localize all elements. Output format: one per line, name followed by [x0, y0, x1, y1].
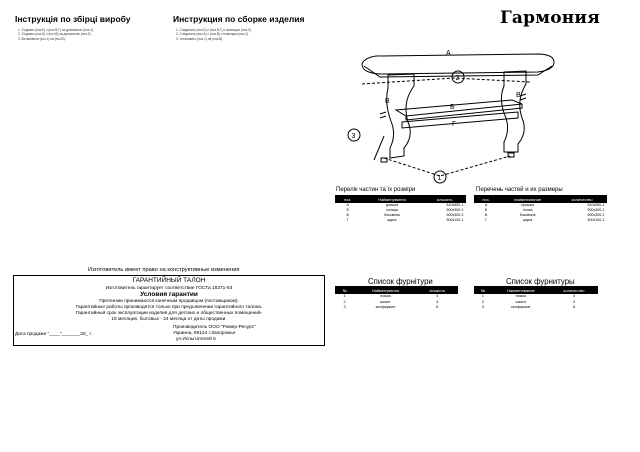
parts-ua-table — [335, 195, 466, 223]
table-cell: ножка — [515, 294, 527, 298]
table-cell: Б — [484, 208, 488, 212]
callout-2-line — [362, 78, 530, 84]
parts-ru-title: Перечень частей и их размеры — [476, 187, 563, 193]
table-row — [475, 218, 607, 223]
label-b: Б — [450, 104, 455, 111]
step: 1. Соединить (поз.Б) с (поз.В,Г) с помощью (поз.2). — [176, 28, 252, 32]
step: 2. З'єднати (поз.А) з (поз.В) за допомогою (поз.2). — [18, 32, 92, 37]
table-cell: А — [484, 203, 488, 207]
table-cell: крышка — [521, 203, 535, 207]
table-row — [475, 305, 598, 311]
table-cell: 3 — [481, 305, 484, 310]
table-cell: шкант — [515, 299, 527, 304]
brand-name: Гармония — [500, 8, 600, 28]
column-header: Наименование — [491, 287, 550, 294]
assembly-drawing — [340, 40, 572, 190]
step: 1. З'єднати (поз.Б) з (поз.В,Г) за допомогою (поз.2). — [18, 28, 94, 32]
producer-line: Производитель ООО "Ромер-Ресурс" — [173, 325, 256, 330]
column-header: № — [336, 287, 354, 294]
callout-1-line — [384, 156, 510, 176]
callout-2: 2 — [455, 75, 460, 82]
table-cell: 2 — [481, 299, 484, 304]
table-cell: 500х300-1 — [446, 208, 464, 212]
table-cell: 500х300-2 — [587, 213, 605, 217]
sale-date-line: Дата продажи "____"_______20_ г. — [15, 332, 93, 337]
table-cell: царга — [387, 218, 397, 222]
warranty-line: 18 месяцев, бытовых - 24 месяца от даты продажи. — [111, 316, 227, 322]
producer-line: Украина, 69124 г.Запорожье — [173, 331, 236, 336]
callout-3-line — [374, 136, 384, 160]
column-header: Найменування — [354, 287, 417, 294]
label-a: А — [446, 50, 451, 57]
column-header: кількість — [417, 287, 457, 294]
table-cell: полиця — [385, 208, 398, 212]
producer-address — [173, 325, 256, 343]
producer-line: ул.Испытателей 5 — [176, 337, 216, 342]
instruction-ru-title: Инструкция по сборке изделия — [173, 14, 305, 24]
hardware-ru-title: Список фурнитуры — [506, 277, 575, 286]
table-cell: 610х550-1 — [446, 203, 464, 207]
table-cell: В — [346, 213, 349, 217]
instruction-ua-title: Інструкція по збірці виробу — [15, 14, 131, 24]
table-cell: конфирмат — [375, 305, 396, 310]
right-side-panel — [501, 71, 526, 152]
shelf-edge — [406, 104, 522, 120]
warranty-line: Гарантийные работы производятся только при предъявлении гарантийного талона. — [75, 304, 263, 310]
callout-1: 1 — [437, 175, 442, 182]
table-cell: 2 — [343, 299, 346, 304]
column-header: Найменування — [360, 196, 424, 203]
column-header: количество — [558, 196, 607, 203]
instruction-ru-steps — [176, 28, 252, 41]
table-cell: Г — [346, 218, 349, 222]
table-cell: А — [346, 203, 349, 207]
manufacturer-note: Изготовитель имеет право на конструктивные изменения — [88, 267, 240, 273]
table-cell: 4 — [572, 294, 576, 298]
table-cell: ножка — [380, 294, 391, 298]
column-header: поз. — [336, 196, 360, 203]
table-cell: 6 — [436, 305, 439, 310]
column-header: № — [475, 287, 492, 294]
table-row — [336, 218, 466, 223]
instruction-ua-steps — [18, 28, 94, 41]
table-cell: боковина — [384, 213, 400, 217]
hardware-ua-table — [335, 286, 458, 311]
parts-ru-table — [474, 195, 607, 223]
table-cell: 500х300-1 — [587, 208, 605, 212]
table-cell: В — [484, 213, 488, 217]
warranty-line: Гарантийный срок эксплуатации изделия для детских и общественных помещений- — [75, 310, 263, 316]
table-cell: боковина — [519, 213, 536, 217]
step: 3. Встановити (поз.1) на (поз.В). — [18, 36, 66, 41]
step: 3. Установить (поз.1) на (поз.В). — [176, 36, 224, 41]
step: 2. Соединить (поз.А) с (поз.В) с помощью (поз.2). — [176, 32, 249, 37]
table-cell: шкант — [380, 299, 391, 304]
parts-ua-title: Перелік частин та їх розміри — [336, 187, 416, 193]
column-header: количество — [551, 287, 598, 294]
hardware-ua-title: Список фурнітури — [368, 277, 433, 286]
label-v-left: В — [385, 98, 390, 105]
table-row — [336, 305, 458, 311]
column-header: поз. — [475, 196, 498, 203]
table-cell: Г — [485, 218, 488, 222]
callout-3: 3 — [351, 133, 356, 140]
label-v-right: В — [516, 92, 521, 99]
table-cell: конфирмат — [511, 305, 531, 310]
hardware-ru-table — [474, 286, 598, 311]
table-cell: 6 — [572, 305, 576, 310]
table-cell: полка — [522, 208, 533, 212]
column-header: кількість — [424, 196, 466, 203]
warranty-conditions-heading: Условия гарантии — [140, 291, 198, 298]
table-cell: царга — [523, 218, 533, 222]
table-cell: 4 — [436, 294, 439, 298]
column-header: наименование — [498, 196, 558, 203]
table-cell: кришка — [385, 203, 398, 207]
table-cell: 4 — [572, 299, 576, 304]
table-cell: 500х300-2 — [446, 213, 464, 217]
warranty-title: ГАРАНТИЙНЫЙ ТАЛОН — [132, 277, 206, 284]
table-cell: 1 — [481, 294, 484, 298]
label-g: Г — [452, 121, 456, 128]
warranty-line: Изготовитель гарантирует соответствие ГОСТа 16371-93 — [105, 286, 233, 291]
table-cell: 4 — [436, 299, 439, 304]
table-cell: 610х550-1 — [587, 203, 605, 207]
table-cell: 500х100-1 — [446, 218, 464, 222]
table-cell: 3 — [343, 305, 346, 310]
warranty-line: Претензии принимаются конечным продавцом (поставщиком). — [99, 298, 239, 304]
table-cell: 1 — [343, 294, 346, 298]
table-cell: Б — [346, 208, 349, 212]
table-cell: 500х100-1 — [587, 218, 605, 222]
